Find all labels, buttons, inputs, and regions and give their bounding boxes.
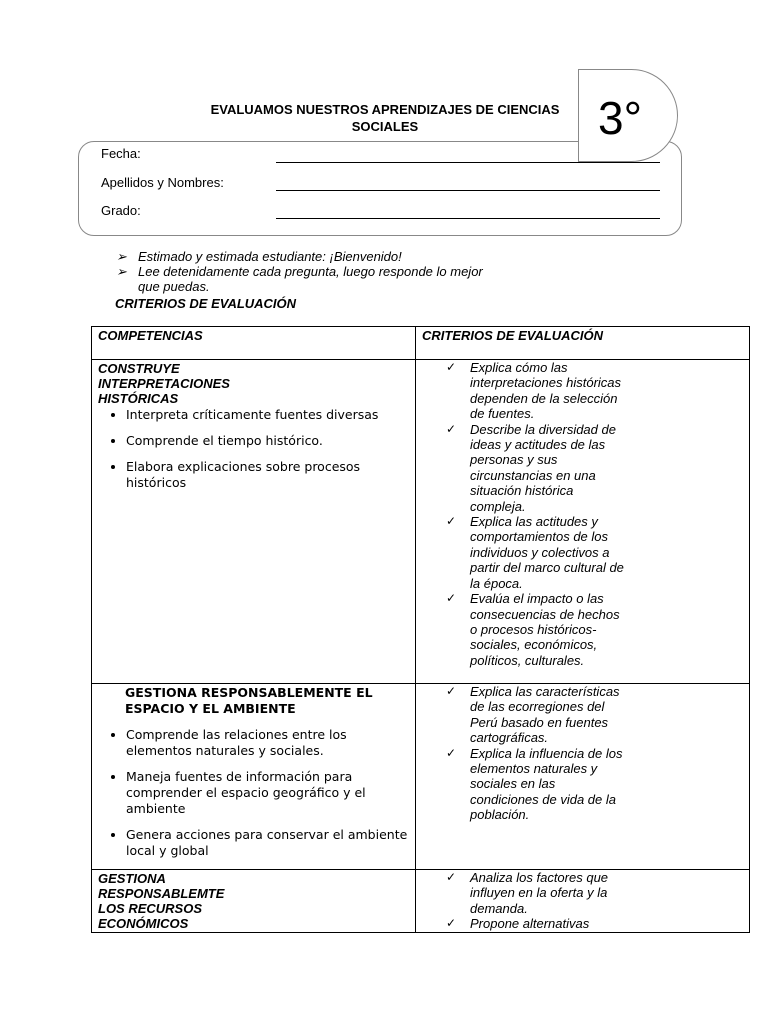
header-criterios: CRITERIOS DE EVALUACIÓN: [416, 327, 750, 360]
criteria-cell: [416, 360, 750, 684]
check-icon: ✓: [446, 421, 457, 436]
capacity-item: • Genera acciones para conservar el ambiente local y global: [126, 827, 415, 859]
capacity-item: • Comprende las relaciones entre los elementos naturales y sociales.: [126, 727, 415, 759]
criteria-list: [416, 360, 749, 668]
check-icon: ✓: [446, 916, 457, 931]
check-icon: ✓: [446, 745, 457, 760]
instruction-item: ➢ Estimado y estimada estudiante: ¡Bienvenido!: [116, 249, 402, 264]
table-header-row: [92, 327, 750, 360]
header-competencias: COMPETENCIAS: [92, 327, 416, 360]
title-line-2: SOCIALES: [351, 119, 419, 134]
criteria-list: [416, 684, 749, 823]
name-label: Apellidos y Nombres:: [101, 175, 224, 190]
instruction-item: ➢ Lee detenidamente cada pregunta, luego responde lo mejor que puedas.: [116, 264, 483, 294]
date-label: Fecha:: [101, 146, 141, 161]
capacity-item: • Interpreta críticamente fuentes diversas: [126, 407, 415, 423]
evaluation-table: [91, 326, 750, 933]
competence-title: CONSTRUYE INTERPRETACIONES HISTÓRICAS: [98, 361, 230, 406]
check-icon: ✓: [446, 870, 457, 884]
criteria-item: ✓ Explica la influencia de los elementos naturales y sociales en las condiciones de vida de la población.: [446, 745, 623, 823]
table-row: [92, 684, 750, 870]
grade-line[interactable]: [276, 218, 660, 219]
capacity-item: • Comprende el tiempo histórico.: [126, 433, 415, 449]
capacity-item: • Elabora explicaciones sobre procesos históricos: [126, 459, 415, 491]
competence-title: GESTIONA RESPONSABLEMTE LOS RECURSOS ECONÓMICOS: [98, 871, 225, 931]
competence-title: GESTIONA RESPONSABLEMENTE EL ESPACIO Y EL AMBIENTE: [125, 685, 373, 716]
check-icon: ✓: [446, 360, 457, 374]
instructions-list: [116, 249, 516, 294]
title-line-1: EVALUAMOS NUESTROS APRENDIZAJES DE CIENCIAS: [210, 102, 560, 117]
competence-cell: [92, 684, 416, 870]
criteria-item: ✓ Explica las características de las ecorregiones del Perú basado en fuentes cartográficas.: [446, 684, 620, 746]
criteria-item: ✓ Propone alternativas: [446, 916, 590, 932]
grade-number: 3°: [598, 92, 642, 144]
criteria-item: ✓ Evalúa el impacto o las consecuencias de hechos o procesos históricos- sociales, económicos, políticos, culturales.: [446, 591, 620, 668]
name-line[interactable]: [276, 190, 660, 191]
arrow-icon: ➢: [116, 264, 127, 279]
capacity-list: [92, 727, 415, 859]
criteria-item: ✓ Explica las actitudes y comportamientos de los individuos y colectivos a partir del marco cultural de la época.: [446, 514, 624, 591]
capacity-item: • Maneja fuentes de información para comprender el espacio geográfico y el ambiente: [126, 769, 415, 817]
competence-cell: [92, 360, 416, 684]
date-line[interactable]: [276, 162, 660, 163]
criteria-item: ✓ Analiza los factores que influyen en la oferta y la demanda.: [446, 870, 609, 916]
table-row: [92, 360, 750, 684]
check-icon: ✓: [446, 591, 457, 606]
criteria-item: ✓ Explica cómo las interpretaciones históricas dependen de la selección de fuentes.: [446, 360, 622, 422]
criteria-list: [416, 870, 749, 932]
page-title: [186, 101, 584, 135]
capacity-list: [92, 407, 415, 491]
grade-label: Grado:: [101, 203, 141, 218]
competence-cell: [92, 870, 416, 933]
check-icon: ✓: [446, 684, 457, 698]
arrow-icon: ➢: [116, 249, 127, 264]
check-icon: ✓: [446, 514, 457, 529]
criteria-item: ✓ Describe la diversidad de ideas y actitudes de las personas y sus circunstancias en una situación histórica compleja.: [446, 421, 616, 514]
table-row: [92, 870, 750, 933]
criteria-cell: [416, 684, 750, 870]
criteria-cell: [416, 870, 750, 933]
criteria-title: CRITERIOS DE EVALUACIÓN: [115, 296, 297, 311]
